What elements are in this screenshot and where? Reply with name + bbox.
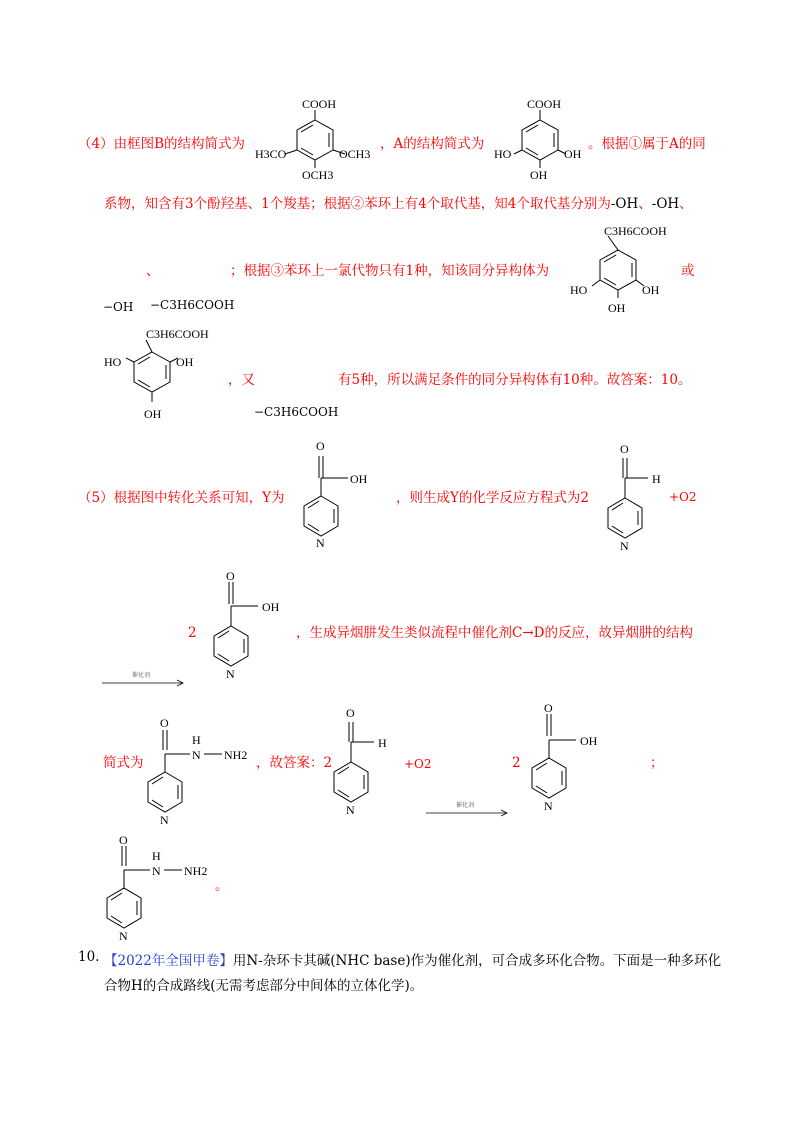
b-och3-bottom-label: OCH3 — [302, 168, 334, 182]
p4-sub-oh: −OH — [103, 300, 134, 314]
acid1-oh-label: OH — [262, 600, 280, 614]
p4-line1-c: 。根据①属于A的同 — [588, 136, 706, 152]
ald2-h-label: H — [378, 736, 387, 750]
question-10-line1 — [104, 949, 721, 969]
p5-end-period: 。 — [215, 878, 229, 894]
isomer-2-structure — [100, 326, 220, 422]
a-oh-bottom-label: OH — [530, 168, 548, 182]
ald1-n-label: N — [620, 539, 629, 553]
a-ho-label: HO — [494, 147, 512, 161]
iso2-c3h6cooh-label: C3H6COOH — [146, 327, 209, 341]
p5-line3-b: ，故答案：2 — [256, 755, 333, 771]
question-10-line2: 合物H的合成路线(无需考虑部分中间体的立体化学)。 — [104, 978, 424, 994]
iso-nz1-n-label: N — [192, 748, 201, 762]
y-o-label: O — [316, 439, 325, 453]
reaction-arrow-1 — [102, 670, 186, 690]
p4-line1-a: （4）由框图B的结构简式为 — [78, 136, 246, 152]
acid1-n-label: N — [226, 667, 235, 681]
b-och3-label: OCH3 — [339, 147, 371, 161]
arrow1-catalyst-label: 催化剂 — [132, 673, 151, 679]
b-cooh-label: COOH — [302, 97, 337, 111]
y-n-label: N — [316, 536, 325, 550]
p4-line2-oh1: -OH — [610, 196, 639, 212]
molecule-a-structure — [488, 96, 588, 184]
iso1-oh-bottom-label: OH — [608, 301, 626, 315]
iso2-oh-label: OH — [176, 355, 194, 369]
aldehyde-structure-2 — [326, 706, 406, 818]
p4-line2 — [104, 196, 693, 212]
iso-nz2-ring-n-label: N — [119, 929, 128, 943]
ald1-o-label: O — [620, 442, 629, 456]
p5-line3-a: 简式为 — [103, 755, 144, 771]
isonicotinic-acid-structure-1 — [200, 570, 300, 682]
reaction-arrow-2 — [426, 800, 510, 820]
p5-line3-e: ； — [650, 755, 664, 771]
p5-line3-c: +O2 — [404, 757, 432, 771]
p5-line2-text: ，生成异烟肼发生类似流程中催化剂C→D的反应，故异烟肼的结构 — [296, 625, 693, 641]
molecule-y-structure — [290, 438, 400, 550]
isonicotinic-acid-structure-2 — [520, 702, 620, 814]
p4-line1-b: ，A的结构简式为 — [380, 136, 485, 152]
p4-line3-sep: 、 — [146, 263, 160, 279]
iso1-c3h6cooh-label: C3H6COOH — [604, 224, 667, 238]
p4-line3-text: ；根据③苯环上一氯代物只有1种，知该同分异构体为 — [230, 263, 550, 279]
acid2-oh-label: OH — [580, 734, 598, 748]
molecule-b-structure — [253, 96, 383, 184]
iso1-ho-label: HO — [570, 283, 588, 297]
question-10-number: 10. — [78, 949, 100, 965]
p4-line3-or: 或 — [681, 263, 695, 279]
iso-nz1-ring-n-label: N — [160, 813, 169, 827]
arrow2-catalyst-label: 催化剂 — [456, 803, 475, 809]
iso-nz1-nh2-label: NH2 — [224, 748, 248, 762]
iso-nz2-nh2-label: NH2 — [184, 864, 208, 878]
iso-nz2-o-label: O — [119, 833, 128, 847]
p4-sub-c3h6cooh: −C3H6COOH — [150, 298, 235, 312]
p4-line5-b: 有5种，所以满足条件的同分异构体有10种。故答案：10。 — [338, 372, 692, 388]
p4-line2-oh2: -OH — [651, 196, 680, 212]
isoniazid-structure-1 — [140, 716, 270, 826]
isomer-1-structure — [566, 224, 686, 318]
acid2-o-label: O — [544, 701, 553, 715]
acid1-o-label: O — [226, 569, 235, 583]
p4-sub-c3h6cooh-2: −C3H6COOH — [254, 405, 339, 419]
iso2-oh-bottom-label: OH — [144, 407, 162, 421]
iso1-oh-label: OH — [642, 283, 660, 297]
p5-line2-coef: 2 — [188, 625, 197, 641]
p5-line1-c: +O2 — [669, 490, 697, 504]
question-10-source: 【2022年全国甲卷】 — [104, 953, 233, 969]
p4-line2-sep: 、 — [638, 196, 652, 212]
a-oh-label: OH — [564, 147, 582, 161]
aldehyde-structure-1 — [600, 442, 680, 554]
a-cooh-label: COOH — [527, 97, 562, 111]
iso2-ho-label: HO — [104, 355, 122, 369]
p4-line5-a: ，又 — [228, 372, 255, 388]
ald2-o-label: O — [346, 706, 355, 720]
ald2-n-label: N — [346, 803, 355, 817]
p5-line3-d: 2 — [512, 755, 521, 771]
ald1-h-label: H — [652, 472, 661, 486]
p4-line2-end: 、 — [679, 196, 693, 212]
iso-nz1-h-label: H — [192, 733, 201, 747]
question-10-text1: 用N-杂环卡其碱(NHC base)作为催化剂，可合成多环化合物。下面是一种多环化 — [232, 953, 722, 969]
iso-nz2-h-label: H — [152, 849, 161, 863]
iso-nz2-n-label: N — [152, 864, 161, 878]
iso-nz1-o-label: O — [160, 716, 169, 730]
p5-line1-a: （5）根据图中转化关系可知，Y为 — [78, 490, 285, 506]
p4-line2-text: 系物，知含有3个酚羟基、1个羧基；根据②苯环上有4个取代基，知4个取代基分别为 — [104, 196, 611, 212]
b-h3co-label: H3CO — [255, 147, 287, 161]
p5-line1-b: ，则生成Y的化学反应方程式为2 — [396, 490, 590, 506]
y-oh-label: OH — [350, 472, 368, 486]
isoniazid-structure-2 — [100, 834, 230, 942]
acid2-n-label: N — [544, 799, 553, 813]
